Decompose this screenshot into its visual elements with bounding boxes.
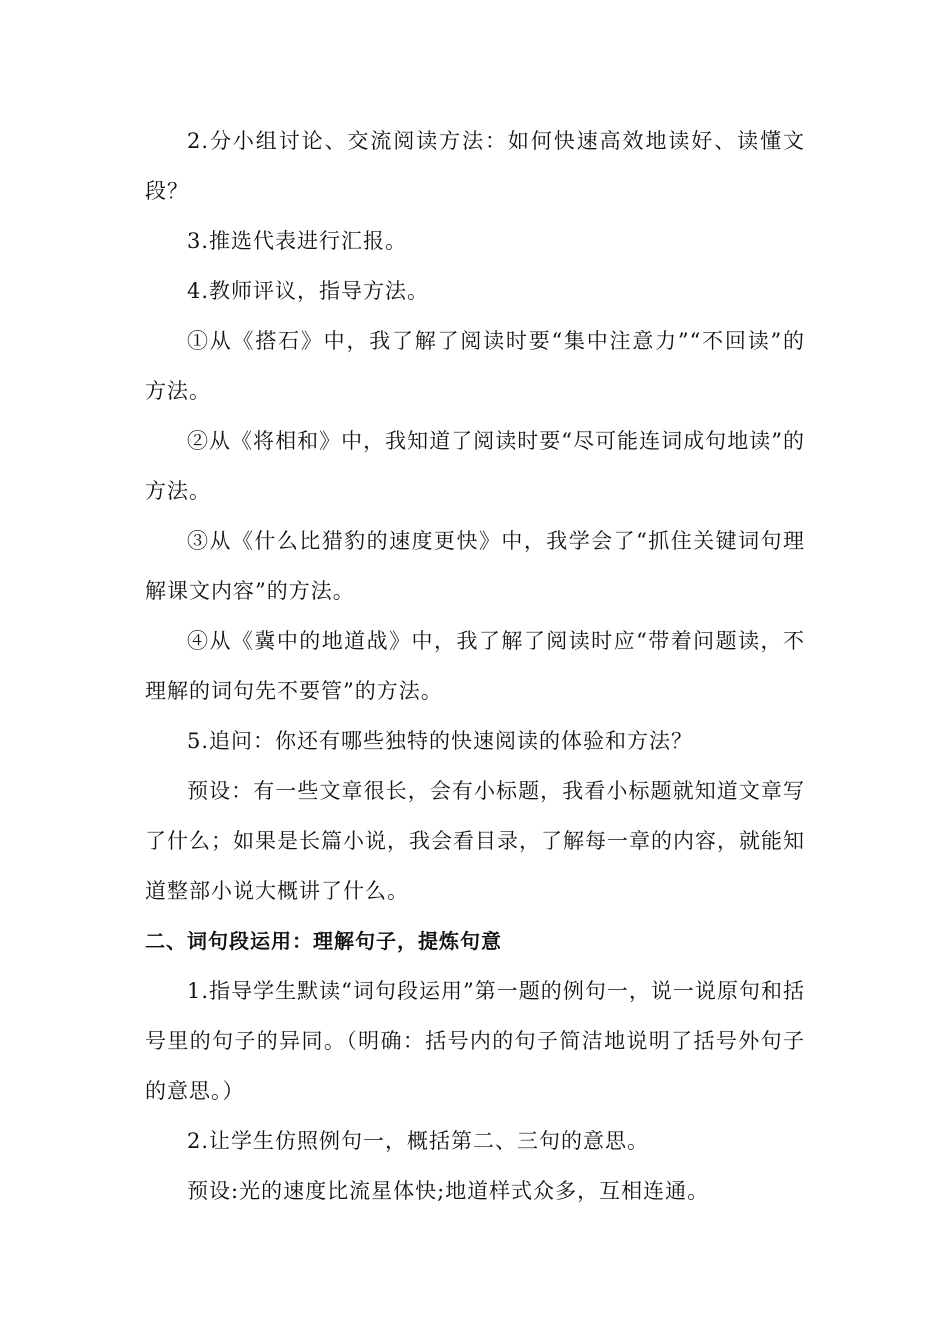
paragraph-guide-reading: 1.指导学生默读“词句段运用”第一题的例句一，说一说原句和括号里的句子的异同。（明确：括号内的句子简洁地说明了括号外句子的意思。） — [145, 979, 805, 1103]
paragraph-method-4: ④从《冀中的地道战》中，我了解了阅读时应“带着问题读，不理解的词句先不要管”的方法。 — [145, 629, 805, 703]
paragraph-method-1: ①从《搭石》中，我了解了阅读时要“集中注意力”“不回读”的方法。 — [145, 329, 805, 403]
paragraph-discussion: 2.分小组讨论、交流阅读方法：如何快速高效地读好、读懂文段？ — [145, 129, 805, 203]
paragraph-follow-up: 5.追问：你还有哪些独特的快速阅读的体验和方法？ — [187, 729, 694, 753]
section-heading: 二、词句段运用：理解句子，提炼句意 — [145, 929, 502, 953]
paragraph-method-3: ③从《什么比猎豹的速度更快》中，我学会了“抓住关键词句理解课文内容”的方法。 — [145, 529, 805, 603]
paragraph-preset-summary: 预设:光的速度比流星体快;地道样式众多，互相连通。 — [187, 1179, 710, 1203]
document-body — [145, 116, 805, 1216]
paragraph-report: 3.推选代表进行汇报。 — [187, 229, 408, 253]
paragraph-method-2: ②从《将相和》中，我知道了阅读时要“尽可能连词成句地读”的方法。 — [145, 429, 805, 503]
paragraph-imitate: 2.让学生仿照例句一，概括第二、三句的意思。 — [187, 1129, 650, 1153]
paragraph-teacher-review: 4.教师评议，指导方法。 — [187, 279, 430, 303]
paragraph-preset-answer: 预设：有一些文章很长，会有小标题，我看小标题就知道文章写了什么；如果是长篇小说，我会看目录，了解每一章的内容，就能知道整部小说大概讲了什么。 — [145, 779, 805, 903]
